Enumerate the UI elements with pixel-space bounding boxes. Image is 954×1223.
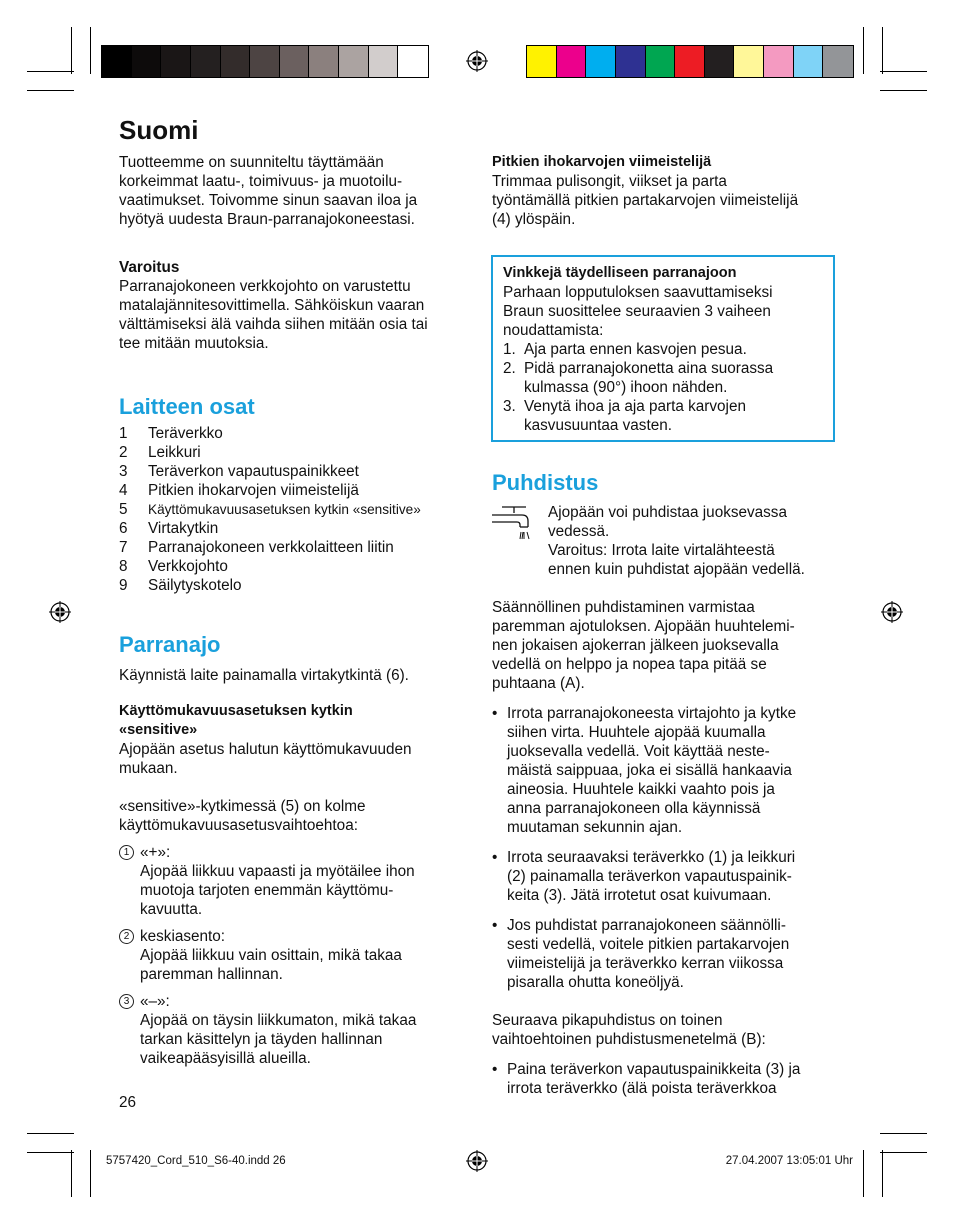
registration-mark-icon — [881, 601, 903, 623]
color-swatch — [309, 46, 339, 77]
crop-mark — [90, 1150, 91, 1197]
trimmer-heading: Pitkien ihokarvojen viimeistelijä — [492, 154, 712, 170]
intro-line: vaatimukset. Toivomme sinun saavan iloa ja — [119, 192, 418, 209]
color-swatch — [586, 46, 616, 77]
crop-mark — [27, 90, 74, 91]
tips-item: 3. Venytä ihoa ja aja parta karvojen kasvusuuntaa vasten. — [503, 398, 746, 434]
color-swatch — [734, 46, 764, 77]
crop-mark — [71, 1150, 72, 1197]
mode-line: kavuutta. — [140, 901, 203, 918]
tap-line: Ajopään voi puhdistaa juoksevassa — [548, 504, 787, 521]
color-swatch — [705, 46, 735, 77]
tips-intro-line: Braun suosittelee seuraavien 3 vaiheen — [503, 303, 771, 320]
color-swatch — [557, 46, 587, 77]
sensitive-paragraph — [119, 740, 469, 778]
shaving-heading: Parranajo — [119, 632, 221, 657]
tips-intro-line: Parhaan lopputuloksen saavuttamiseksi — [503, 284, 773, 301]
registration-mark-icon — [466, 1150, 488, 1172]
circled-number-2-icon: 2 — [119, 929, 134, 944]
bullet-item: • Paina teräverkon vapautuspainikkeita (3) ja irrota teräverkko (älä poista teräverkkoa — [492, 1061, 801, 1097]
left-column — [119, 115, 469, 1068]
tips-intro-line: noudattamista: — [503, 322, 604, 339]
tap-note — [492, 503, 837, 579]
mode-item — [119, 992, 469, 1068]
tap-line: vedessä. — [548, 523, 610, 540]
parts-item: 9 Säilytyskotelo — [119, 577, 242, 594]
mode-line: paremman hallinnan. — [140, 966, 283, 983]
crop-mark — [27, 1133, 74, 1134]
crop-mark — [27, 1152, 74, 1153]
crop-mark — [880, 1152, 927, 1153]
mode-item — [119, 927, 469, 984]
color-swatch — [646, 46, 676, 77]
process-color-bar — [526, 45, 854, 78]
regular-line: nen jokaisen ajokerran jälkeen juoksevalla — [492, 637, 779, 654]
mode-line: muotoja tarjoten enemmän käyttömu- — [140, 882, 394, 899]
quick-cleaning-paragraph — [492, 1011, 837, 1049]
circled-number-3-icon: 3 — [119, 994, 134, 1009]
trimmer-line: Trimmaa pulisongit, viikset ja parta — [492, 173, 727, 190]
parts-item: 3 Teräverkon vapautuspainikkeet — [119, 463, 359, 480]
tap-line: ennen kuin puhdistat ajopään vedellä. — [548, 561, 805, 578]
circled-number-1-icon: 1 — [119, 845, 134, 860]
color-swatch — [369, 46, 399, 77]
warning-line: matalajännitesovittimella. Sähköiskun vaaran — [119, 297, 425, 314]
color-swatch — [102, 46, 132, 77]
mode-line: Ajopää liikkuu vapaasti ja myötäilee ihon — [140, 863, 415, 880]
crop-mark — [880, 1133, 927, 1134]
warning-line: tee mitään muutoksia. — [119, 335, 269, 352]
color-swatch — [675, 46, 705, 77]
sensitive-intro-line: «sensitive»-kytkimessä (5) on kolme — [119, 798, 366, 815]
crop-mark — [90, 27, 91, 74]
cleaning-heading: Puhdistus — [492, 470, 599, 495]
page-title: Suomi — [119, 115, 199, 145]
color-swatch — [221, 46, 251, 77]
regular-cleaning-paragraph — [492, 598, 837, 693]
tips-box — [491, 255, 835, 442]
crop-mark — [880, 90, 927, 91]
mode-line: Ajopää liikkuu vain osittain, mikä takaa — [140, 947, 402, 964]
mode-line: Ajopää on täysin liikkumaton, mikä takaa — [140, 1012, 417, 1029]
color-swatch — [794, 46, 824, 77]
quick-line: Seuraava pikapuhdistus on toinen — [492, 1012, 723, 1029]
right-column — [492, 153, 837, 229]
mode-line: vaikeapääsyisillä alueilla. — [140, 1050, 311, 1067]
crop-mark — [882, 27, 883, 74]
bullet-item: • Irrota parranajokoneesta virtajohto ja kytke siihen virta. Huuhtele ajopää kuumalla juoksevalla vedellä. Voit käyttää neste- mäistä saippuaa, joka ei sisällä hankaavia aineosia. Huuhtele kaikki vaahto pois ja anna parranajokoneen olla käynnissä muutaman sekunnin ajan. — [492, 705, 797, 836]
crop-mark — [71, 27, 72, 74]
parts-item: 7 Parranajokoneen verkkolaitteen liitin — [119, 539, 394, 556]
footer-file-info: 5757420_Cord_510_S6-40.indd 26 — [106, 1155, 286, 1167]
regular-line: paremman ajotuloksen. Ajopään huuhtelemi- — [492, 618, 795, 635]
tips-item: 2. Pidä parranajokonetta aina suorassa kulmassa (90°) ihoon nähden. — [503, 360, 774, 396]
sensitive-heading — [119, 702, 469, 740]
bullet-item: • Irrota seuraavaksi teräverkko (1) ja leikkuri (2) painamalla teräverkon vapautuspainik- keita (3). Jätä irrotetut osat kuivumaan. — [492, 849, 796, 904]
trimmer-paragraph — [492, 172, 837, 229]
color-swatch — [527, 46, 557, 77]
color-swatch — [764, 46, 794, 77]
color-swatch — [132, 46, 162, 77]
registration-mark-icon — [466, 50, 488, 72]
parts-item: 5 Käyttömukavuusasetuksen kytkin «sensitive» — [119, 501, 421, 518]
mode-label: keskiasento: — [140, 928, 226, 945]
footer-timestamp: 27.04.2007 13:05:01 Uhr — [725, 1155, 853, 1167]
crop-mark — [863, 27, 864, 74]
sensitive-heading-line: Käyttömukavuusasetuksen kytkin — [119, 703, 353, 719]
regular-line: puhtaana (A). — [492, 675, 585, 692]
warning-line: Parranajokoneen verkkojohto on varustettu — [119, 278, 411, 295]
color-swatch — [191, 46, 221, 77]
mode-label: «–»: — [140, 993, 170, 1010]
intro-paragraph — [119, 153, 469, 229]
parts-list — [119, 424, 469, 595]
color-swatch — [280, 46, 310, 77]
trimmer-line: (4) ylöspäin. — [492, 211, 576, 228]
parts-item: 8 Verkkojohto — [119, 558, 228, 575]
page-number: 26 — [119, 1094, 137, 1111]
parts-item: 1 Teräverkko — [119, 425, 223, 442]
cleaning-section — [492, 470, 837, 1098]
parts-heading: Laitteen osat — [119, 394, 255, 419]
regular-line: Säännöllinen puhdistaminen varmistaa — [492, 599, 755, 616]
color-swatch — [398, 46, 428, 77]
crop-mark — [27, 71, 74, 72]
sensitive-line: Ajopään asetus halutun käyttömukavuuden — [119, 741, 412, 758]
tips-item: 1. Aja parta ennen kasvojen pesua. — [503, 341, 747, 358]
shaving-text: Käynnistä laite painamalla virtakytkintä (6). — [119, 667, 409, 684]
color-swatch — [339, 46, 369, 77]
warning-line: välttämiseksi älä vaihda siihen mitään osia tai — [119, 316, 428, 333]
trimmer-line: työntämällä pitkien partakarvojen viimeistelijä — [492, 192, 799, 209]
tips-heading: Vinkkejä täydelliseen parranajoon — [503, 265, 737, 281]
sensitive-heading-line: «sensitive» — [119, 722, 198, 738]
mode-item — [119, 843, 469, 919]
warning-paragraph — [119, 277, 469, 353]
water-tap-icon — [492, 503, 548, 549]
sensitive-line: mukaan. — [119, 760, 178, 777]
color-swatch — [250, 46, 280, 77]
color-swatch — [616, 46, 646, 77]
crop-mark — [880, 71, 927, 72]
mode-line: tarkan käsittelyn ja täyden hallinnan — [140, 1031, 383, 1048]
quick-line: vaihtoehtoinen puhdistusmenetelmä (B): — [492, 1031, 766, 1048]
intro-line: hyötyä uudesta Braun-parranajokoneestasi. — [119, 211, 415, 228]
grayscale-color-bar — [101, 45, 429, 78]
warning-heading: Varoitus — [119, 259, 180, 276]
crop-mark — [863, 1150, 864, 1197]
regular-line: vedellä on helppo ja nopea tapa pitää se — [492, 656, 767, 673]
mode-label: «+»: — [140, 844, 171, 861]
intro-line: korkeimmat laatu-, toimivuus- ja muotoilu- — [119, 173, 403, 190]
parts-item: 6 Virtakytkin — [119, 520, 219, 537]
tap-line: Varoitus: Irrota laite virtalähteestä — [548, 542, 775, 559]
bullet-item: • Jos puhdistat parranajokoneen säännölli- sesti vedellä, voitele pitkien partakarvojen viimeistelijä ja teräverkko kerran viikossa pisaralla ohutta koneöljyä. — [492, 917, 790, 991]
intro-line: Tuotteemme on suunniteltu täyttämään — [119, 154, 384, 171]
color-swatch — [161, 46, 191, 77]
sensitive-intro — [119, 797, 469, 835]
parts-item: 2 Leikkuri — [119, 444, 201, 461]
sensitive-intro-line: käyttömukavuusasetusvaihtoehtoa: — [119, 817, 358, 834]
crop-mark — [882, 1150, 883, 1197]
parts-item: 4 Pitkien ihokarvojen viimeistelijä — [119, 482, 359, 499]
color-swatch — [823, 46, 853, 77]
registration-mark-icon — [49, 601, 71, 623]
